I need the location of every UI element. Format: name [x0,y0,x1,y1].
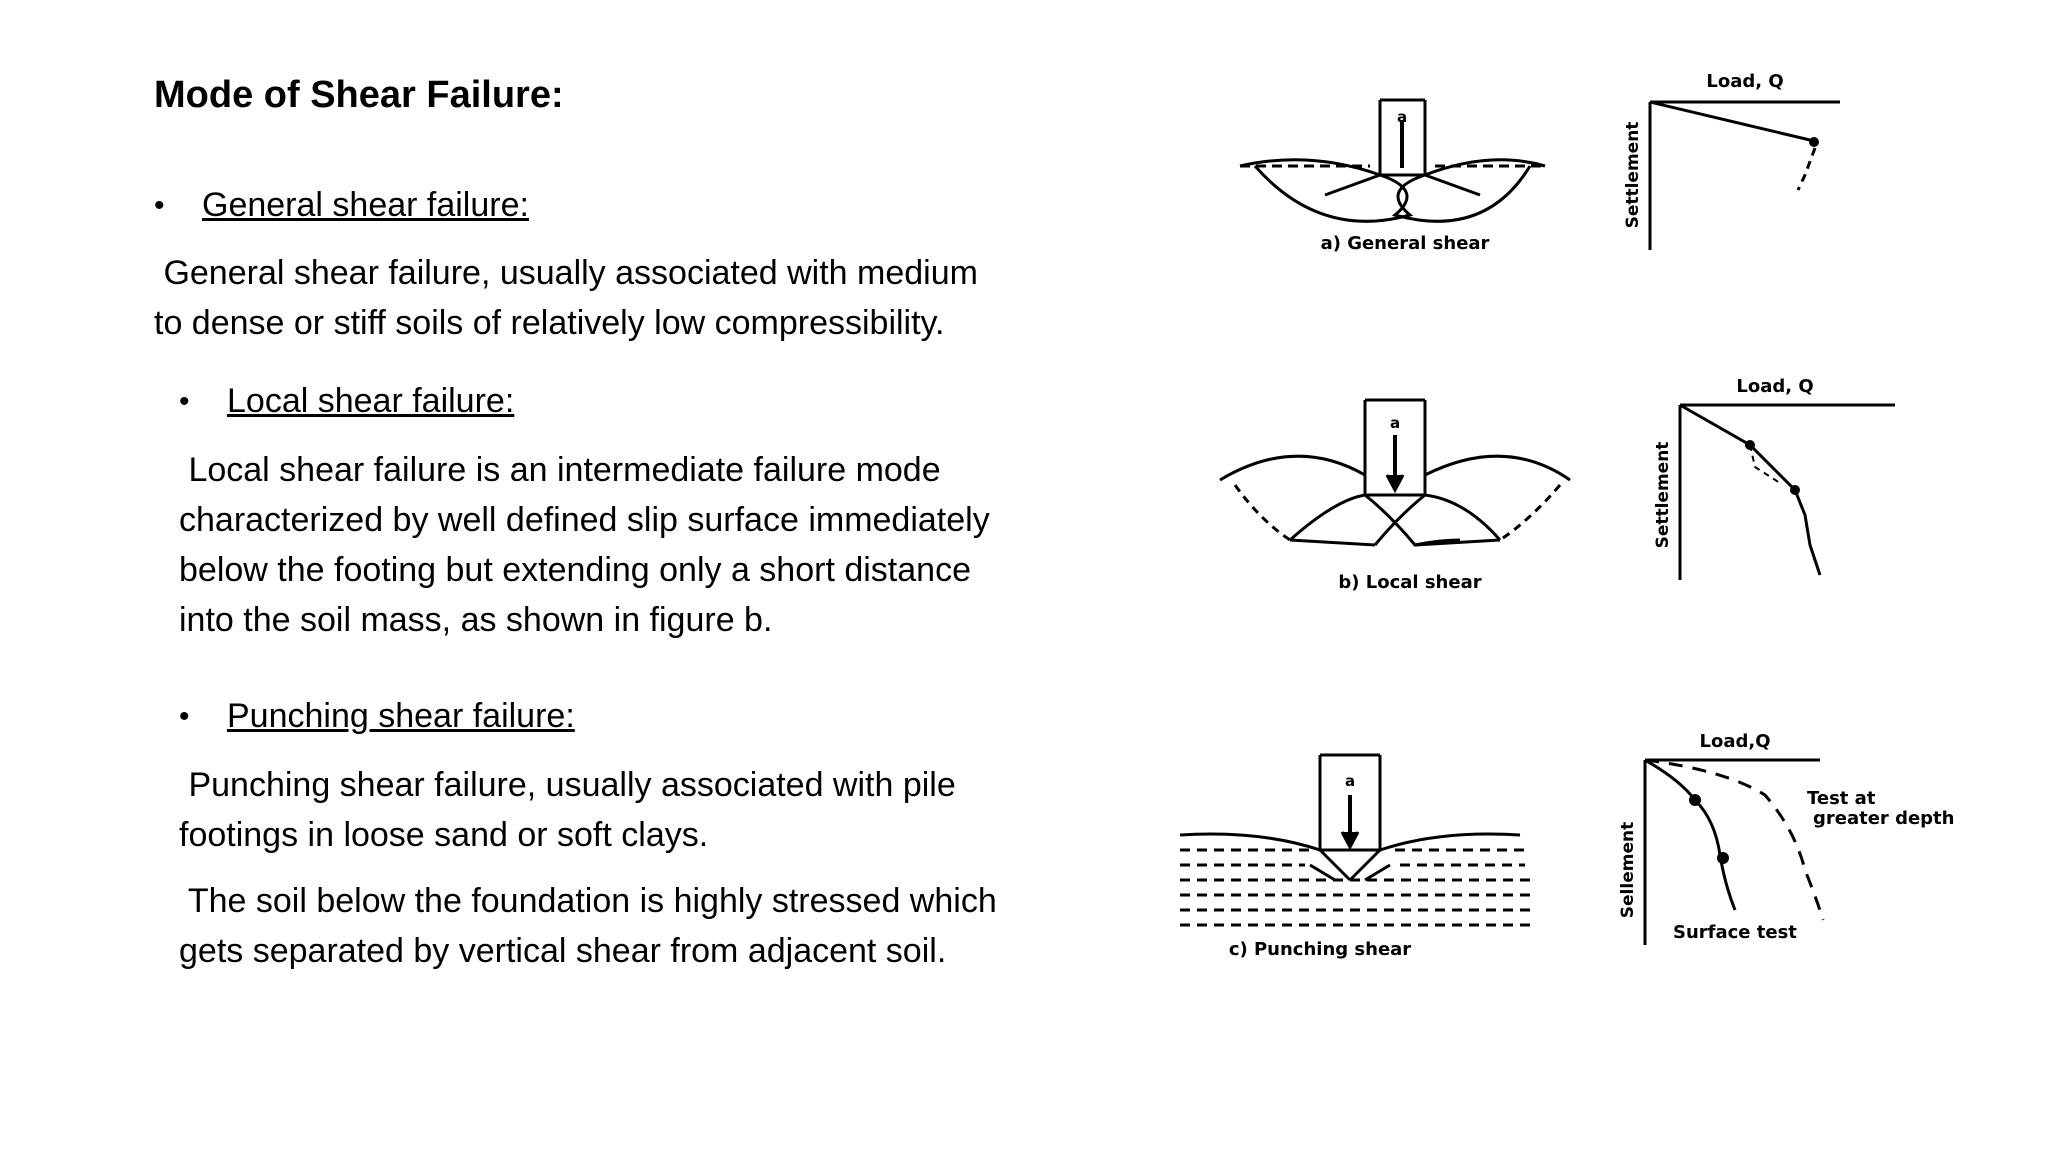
settlement-label: Settlement [1653,441,1673,549]
failure-point [1717,852,1729,864]
heading-punching-shear: Punching shear failure: [227,697,575,735]
failure-point [1809,137,1819,147]
caption-general-shear: a) General shear [1320,233,1490,254]
deep-test-label: greater depth [1813,808,1955,829]
footing-diagram [1240,100,1545,221]
footing-label: a [1344,772,1356,790]
graph-punching-shear [1605,720,1965,950]
heading-general-shear: General shear failure: [202,186,529,224]
bullet-icon: • [179,384,190,418]
failure-point [1689,794,1701,806]
soil-layers [1180,850,1530,925]
paragraph-punching-shear-2: The soil below the foundation is highly stressed which gets separated by vertical shear from adjacent soil. [179,882,997,970]
settlement-label: Sellement [1618,821,1638,919]
surface-test-label: Surface test [1673,922,1797,943]
figure-local-shear [1215,390,1585,600]
bullet-general-shear [154,186,529,225]
deep-test-label: Test at [1807,788,1876,809]
load-settlement-curve [1650,102,1810,140]
bullet-punching-shear [179,697,575,736]
settlement-label: Settlement [1623,121,1643,229]
slide-title: Mode of Shear Failure: [154,74,564,116]
paragraph-local-shear: Local shear failure is an intermediate failure mode characterized by well defined slip surface immediately below the footing but extending only a short distance into the soil mass, as shown in figure b. [179,451,990,639]
bullet-icon: • [179,699,190,733]
graph-local-shear [1640,365,1920,585]
caption-punching-shear: c) Punching shear [1228,939,1412,960]
surface-test-curve [1645,760,1735,910]
bullet-icon: • [154,188,165,222]
caption-local-shear: b) Local shear [1338,572,1482,593]
paragraph-general-shear: General shear failure, usually associated with medium to dense or stiff soils of relatively low compressibility. [154,254,978,342]
footing-label: a [1389,414,1401,432]
slip-surface [1290,495,1460,545]
load-label: Load, Q [1736,376,1814,397]
figure-general-shear [1230,90,1560,260]
deep-test-curve [1645,760,1823,920]
footing-label: a [1396,108,1408,126]
partial-slip-left [1235,485,1290,540]
bullet-local-shear [179,382,514,421]
partial-slip-right [1500,485,1560,540]
figure-punching-shear [1150,750,1550,975]
failure-point [1790,485,1800,495]
failure-point [1745,440,1755,450]
heading-local-shear: Local shear failure: [227,382,515,420]
load-label: Load,Q [1699,731,1771,752]
graph-general-shear [1610,60,1850,260]
paragraph-punching-shear-1: Punching shear failure, usually associated with pile footings in loose sand or soft clays. [179,766,956,854]
load-label: Load, Q [1706,71,1784,92]
